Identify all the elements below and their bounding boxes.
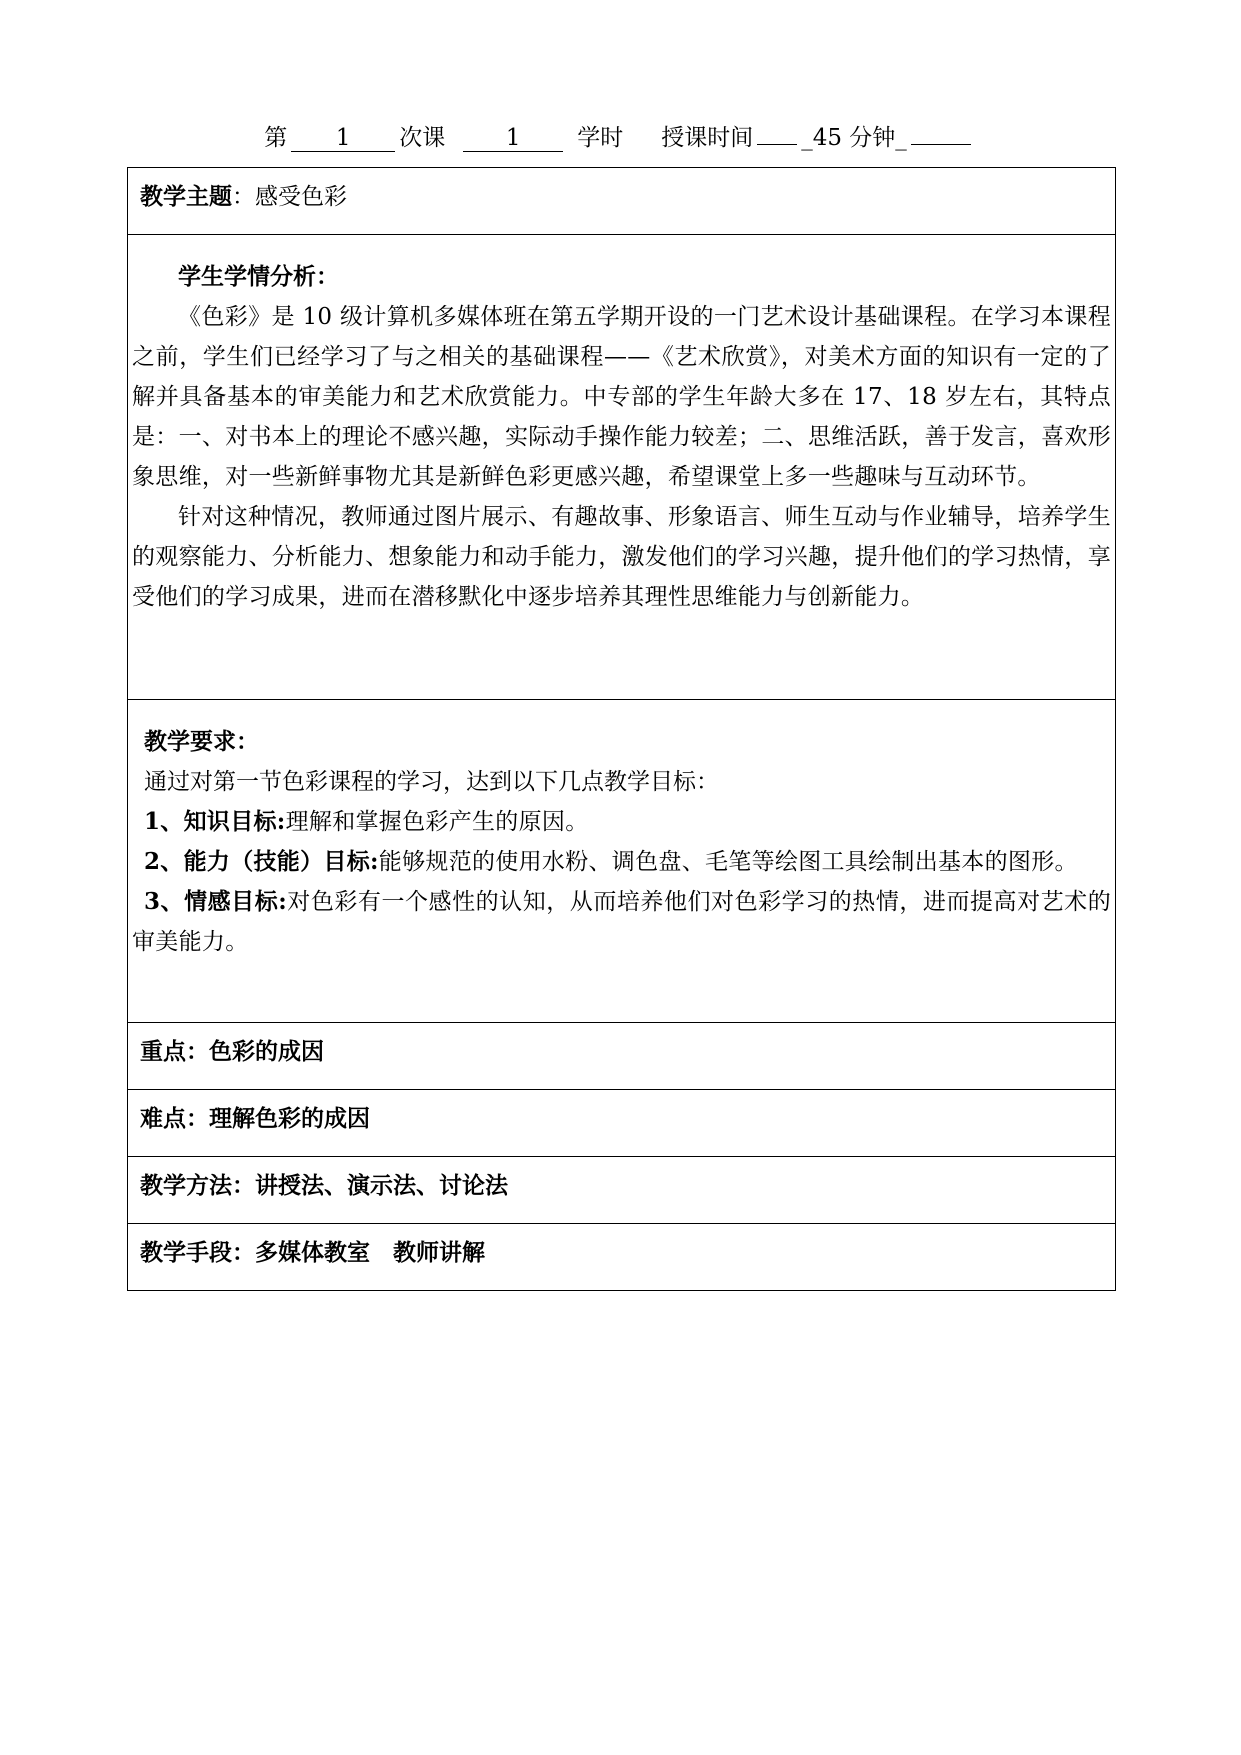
difficulty: 难点：理解色彩的成因 (140, 1105, 370, 1132)
requirements-title: 教学要求： (144, 728, 259, 755)
analysis-cell (128, 235, 1116, 700)
header-di: 第 (264, 125, 288, 151)
key-point: 重点：色彩的成因 (140, 1038, 324, 1065)
goal-label: 3、情感目标: (144, 888, 288, 915)
lesson-hours: 1 (463, 125, 563, 152)
analysis-title: 学生学情分析： (178, 263, 339, 290)
goal-item (132, 882, 1111, 962)
lesson-number: 1 (291, 125, 395, 152)
teaching-methods: 教学方法：讲授法、演示法、讨论法 (140, 1172, 508, 1199)
goal-label: 1、知识目标: (144, 808, 286, 835)
topic-cell (128, 168, 1116, 235)
header-time-label: 授课时间 (661, 125, 754, 151)
goal-text: 理解和掌握色彩产生的原因。 (285, 809, 589, 835)
topic-colon: ： (232, 184, 255, 210)
goal-text: 对色彩有一个感性的认知，从而培养他们对色彩学习的热情，进而提高对艺术的审美能力。 (132, 889, 1112, 955)
goal-label: 2、能力（技能）目标: (144, 848, 379, 875)
key-point-cell (128, 1023, 1116, 1090)
analysis-paragraph-1: 《色彩》是 10 级计算机多媒体班在第五学期开设的一门艺术设计基础课程。在学习本课程之前，学生们已经学习了与之相关的基础课程——《艺术欣赏》，对美术方面的知识有一定的了解并具备基本的审美能力和艺术欣赏能力。中专部的学生年龄大多在 17、18 岁左右，其特点是：一、对书本上的理论不感兴趣，实际动手操作能力较差；二、思维活跃，善于发言，喜欢形象思维，对一些新鲜事物尤其是新鲜色彩更感兴趣，希望课堂上多一些趣味与互动环节。 (132, 304, 1111, 490)
means-cell (128, 1224, 1116, 1291)
difficulty-cell (128, 1090, 1116, 1157)
topic-label: 教学主题 (140, 183, 232, 210)
requirements-intro: 通过对第一节色彩课程的学习，达到以下几点教学目标： (144, 769, 719, 795)
goal-item (132, 802, 1111, 842)
header-time-value: _45 分钟_ (801, 125, 907, 151)
header-cike: 次课 (399, 125, 446, 151)
header-xueshi: 学时 (577, 125, 624, 151)
lesson-header (127, 118, 1112, 158)
goal-item (132, 842, 1111, 882)
analysis-paragraph-2: 针对这种情况，教师通过图片展示、有趣故事、形象语言、师生互动与作业辅导，培养学生的观察能力、分析能力、想象能力和动手能力，激发他们的学习兴趣，提升他们的学习热情，享受他们的学习成果，进而在潜移默化中逐步培养其理性思维能力与创新能力。 (132, 504, 1111, 610)
methods-cell (128, 1157, 1116, 1224)
goal-text: 能够规范的使用水粉、调色盘、毛笔等绘图工具绘制出基本的图形。 (378, 849, 1078, 875)
topic-value: 感受色彩 (255, 184, 347, 210)
requirements-cell (128, 700, 1116, 1023)
teaching-means: 教学手段：多媒体教室 教师讲解 (140, 1239, 485, 1266)
lesson-plan-table (127, 167, 1116, 1291)
